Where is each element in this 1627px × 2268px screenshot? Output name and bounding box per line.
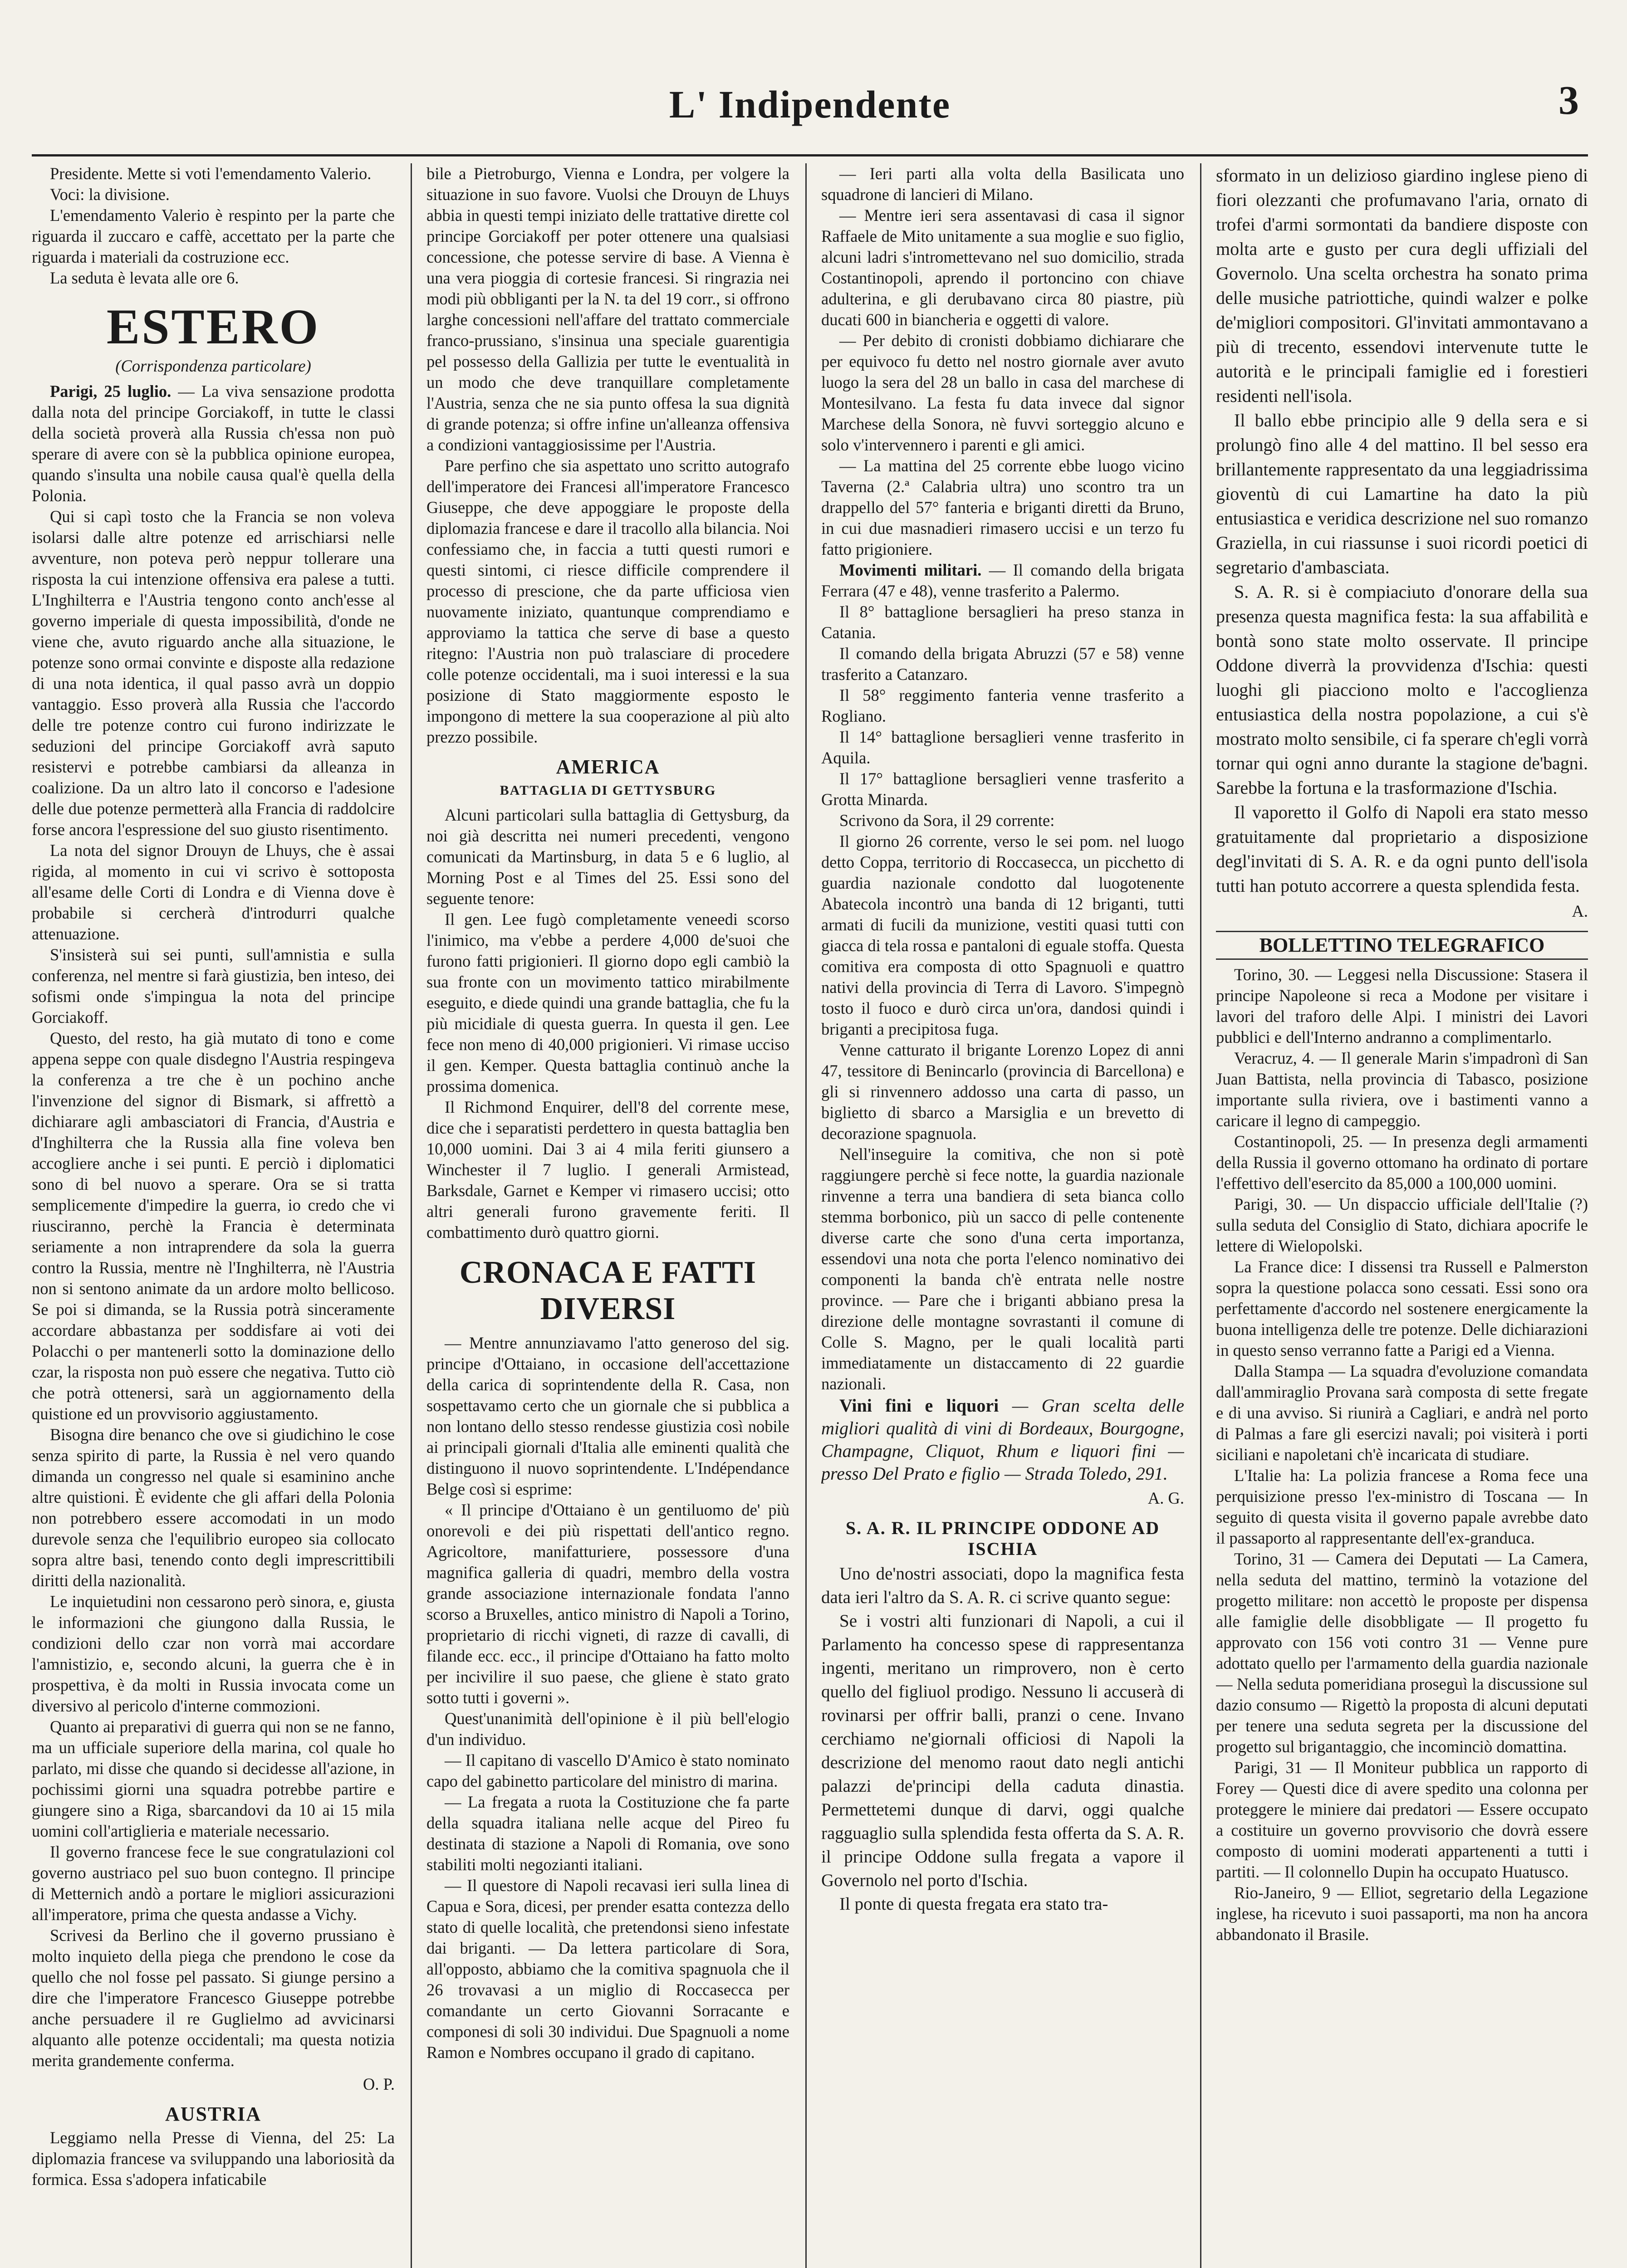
article-paragraph: — La fregata a ruota la Costituzione che fa parte della squadra italiana nelle acque del Pireo fu destinata di stazione a Napoli di Romania, ove sono stabiliti molti negozianti italiani.: [426, 1793, 789, 1874]
telegraph-item: Torino, 30. — Leggesi nella Discussione: Stasera il principe Napoleone si reca a Modone per visitare i lavori del traforo delle Alpi. I ministri dei Lavori pubblici e dell'Interno andranno a complimentarlo.: [1216, 965, 1588, 1046]
article-paragraph: Il ballo ebbe principio alle 9 della sera e si prolungò fino alle 4 del mattino. Il bel sesso era brillantemente rappresentato da una leggiadrissima gioventù di cui Lamartine ha dato la più entusiastica e veridica descrizione nel suo romanzo Graziella, in cui riassunse i suoi ricordi poetici di segretario d'ambasciata.: [1216, 410, 1588, 577]
masthead: [32, 77, 1588, 145]
column-3: [821, 163, 1184, 2268]
article-paragraph: Il 17° battaglione bersaglieri venne trasferito a Grotta Minarda.: [821, 769, 1184, 809]
section-heading-austria: AUSTRIA: [165, 2103, 262, 2125]
article-paragraph: Venne catturato il brigante Lorenzo Lopez di anni 47, tessitore di Benincarlo (provincia di Barcellona) e gli si rinvennero addosso una carta di passo, un biglietto di sbarco a Marsiglia e un brevetto di decorazione spagnuola.: [821, 1041, 1184, 1143]
telegraph-item: La France dice: I dissensi tra Russell e Palmerston sopra la questione polacca sono cessati. Essi sono ora perfettamente d'accordo nel sostenere energicamente la buona intelligenza delle tre potenze. Delle dichiarazioni in questo senso verranno fatte a Parigi ed a Vienna.: [1216, 1257, 1588, 1359]
telegraph-item: Veracruz, 4. — Il generale Marin s'impadronì di San Juan Battista, nella provincia di Tabasco, posizione importante sulla riviera, ove i bastimenti vanno a caricare il legno di campeggio.: [1216, 1049, 1588, 1130]
column-divider: [805, 163, 807, 2268]
article-paragraph: Quanto ai preparativi di guerra qui non se ne fanno, ma un ufficiale superiore della marina, col quale ho parlato, mi disse che quando si decidesse all'azione, in pochissimi giorni una squadra potrebbe partire e giungere sino a Riga, sbarcandovi da 10 ai 15 mila uomini coll'artiglieria e materiale necessario.: [32, 1717, 395, 1840]
telegraph-item: Torino, 31 — Camera dei Deputati — La Camera, nella seduta del mattino, terminò la votazione del progetto militare: non accettò le proposte per dispensa alle famiglie delle disobbligate — Il progetto fu approvato con 156 voti contro 31 — Venne pure adottato quello per l'armamento della guardia nazionale — Nella seduta pomeridiana proseguì la discussione sul dazio consumo — Rigettò la proposta di alcuni deputati per tenere una seduta segreta per la discussione del progetto sul brigantaggio, che incominciò domattina.: [1216, 1549, 1588, 1756]
section-subheading: BATTAGLIA DI GETTYSBURG: [500, 783, 716, 798]
advert-lead: Vini fini e liquori: [839, 1395, 999, 1416]
article-paragraph: Pare perfino che sia aspettato uno scritto autografo dell'imperatore dei Francesi all'imperatore Francesco Giuseppe, che deve appoggiare le proposte della diplomazia francese e dare il tracollo alla bilancia. Noi confessiamo che, in faccia a tutti questi rumori e questi sintomi, ci riesce difficile comprendere il processo di prescione, che da parte ufficiosa vien nuovamente iniziato, quantunque comprendiamo e approviamo la tattica che serve di base a questo ritegno: l'Austria non può tralasciare di procedere colle potenze occidentali, ma i suoi interessi e la sua posizione di Stato maggiormente esposto le impongono di mettere la sua cooperazione al più alto prezzo possibile.: [426, 456, 789, 746]
article-paragraph: — La mattina del 25 corrente ebbe luogo vicino Taverna (2.ª Calabria ultra) uno scontro tra un drappello del 57° fanteria e briganti diretti da Bruno, in cui due masnadieri rimasero uccisi e un terzo fu fatto prigioniere.: [821, 456, 1184, 558]
article-paragraph: Scrivono da Sora, il 29 corrente:: [839, 811, 1055, 830]
signature: O. P.: [363, 2075, 395, 2093]
article-paragraph: Il governo francese fece le sue congratulazioni col governo austriaco pel suo buon contegno. Il principe di Metternich andò a portare le migliori assicurazioni all'imperatore, prima che questa andasse a Vichy.: [32, 1843, 395, 1924]
article-paragraph: Nell'inseguire la comitiva, che non si potè raggiungere perchè si fece notte, la guardia nazionale rinvenne a terra una bandiera di seta bianca collo stemma borbonico, più un sacco di pelle contenente diverse carte che sono d'una certa importanza, essendovi una nota che porta l'elenco nominativo dei componenti la banda ch'è entrata nelle nostre province. — Pare che i briganti abbiano presa la direzione delle montagne sovrastanti il comune di Colle S. Magno, per le quali località parti immediatamente un distaccamento di 22 guardie nazionali.: [821, 1145, 1184, 1393]
article-paragraph: Bisogna dire benanco che ove si giudichino le cose senza spirito di parte, la Russia è nel vero quando dimanda un congresso nel quale si esaminino anche altre quistioni. È evidente che gli affari della Polonia non potrebbero essere accomodati in un modo durevole senza che l'equilibrio europeo sia collocato sopra altre basi, tenendo conto degli imprescrittibili diritti della nazionalità.: [32, 1425, 395, 1590]
section-heading-bollettino: BOLLETTINO TELEGRAFICO: [1216, 931, 1588, 960]
dateline: Parigi, 25 luglio.: [50, 382, 172, 401]
parliament-text: L'emendamento Valerio è respinto per la parte che riguarda il zuccaro e caffè, accettato per la parte che riguarda i materiali da costruzione ecc.: [32, 206, 395, 266]
article-paragraph: Il comando della brigata Abruzzi (57 e 58) venne trasferito a Catanzaro.: [821, 644, 1184, 684]
article-text: — Il comando della brigata Ferrara (47 e 48), venne trasferito a Palermo.: [821, 561, 1184, 600]
article-paragraph: sformato in un delizioso giardino inglese pieno di fiori olezzanti che profumavano l'aria, ornato di trofei d'armi sormontati da bandiere disposte con molta arte e gusto per cura degli uffiziali del Governolo. Una scelta orchestra ha sonato prima delle musiche patriottiche, quindi walzer e polke de'migliori compositori. Gl'invitati ammontavano a più di trecento, essendovi intervenute tutte le autorità e le principali famiglie ed i forestieri residenti nell'isola.: [1216, 165, 1588, 406]
article-paragraph: Uno de'nostri associati, dopo la magnifica festa data ieri l'altro da S. A. R. ci scrive quanto segue:: [821, 1564, 1184, 1607]
page-number: 3: [1558, 78, 1579, 123]
newspaper-page: [32, 68, 1588, 2268]
telegraph-item: L'Italie ha: La polizia francese a Roma fece una perquisizione presso l'ex-ministro di Toscana — In seguito di questa visita il governo papale avrebbe dato il passaporto al rappresentante dell'ex-granduca.: [1216, 1466, 1588, 1547]
column-divider: [1200, 163, 1201, 2268]
article-paragraph: — Il questore di Napoli recavasi ieri sulla linea di Capua e Sora, dicesi, per prender esatta contezza dello stato di quelle località, che pretendonsi sieno infestate dai briganti. — Da lettera particolare di Sora, all'opposto, abbiamo che la comitiva spagnuola che il 26 trovavasi a un miglio di Roccasecca per comandante un certo Giovanni Sorracante e componesi di soli 30 individui. Due Spagnuoli a nome Ramon e Nombres occupano il grado di capitano.: [426, 1876, 789, 2062]
advert-text: — Gran scelta delle migliori qualità di vini di Bordeaux, Bourgogne, Champagne, Cliquot, Rhum e liquori fini — presso Del Prato e figlio — Strada Toledo, 291.: [821, 1395, 1184, 1484]
telegraph-item: Costantinopoli, 25. — In presenza degli armamenti della Russia il governo ottomano ha ordinato di portare l'effettivo dell'esercito da 85,000 a 100,000 uomini.: [1216, 1132, 1588, 1193]
section-heading-estero: ESTERO: [106, 299, 320, 354]
article-paragraph: — Per debito di cronisti dobbiamo dichiarare che per equivoco fu detto nel nostro giornale aver avuto luogo la sera del 28 un ballo in casa del marchese di Montesilvano. La festa fu data invece dal signor Marchese della Sonora, nè fuvvi sorteggio alcuno e solo v'intervennero i parenti e gli amici.: [821, 331, 1184, 454]
article-paragraph: bile a Pietroburgo, Vienna e Londra, per volgere la situazione in suo favore. Vuolsi che Drouyn de Lhuys abbia in questi tempi iniziato delle trattative dirette col principe Gorciakoff per poter ottenere una qualsiasi concessione, che potesse servire di base. A Vienna è una vera pioggia di cortesie francesi. Si ringrazia nei modi più obbliganti per la N. ta del 19 corr., si offrono larghe concessioni nell'affare del trattato commerciale franco-prussiano, s'insinua una speciale guarentigia pel possesso della Gallizia per tutte le eventualità in un modo che deve tranquillare completamente l'Austria, senza che ne sia punto offesa la sua dignità di grande potenza; si offre infine un'alleanza offensiva a condizioni vantaggiosissime per l'Austria.: [426, 164, 789, 454]
telegraph-item: Rio-Janeiro, 9 — Elliot, segretario della Legazione inglese, ha ricevuto i suoi passaporti, ma non ha ancora abbandonato il Brasile.: [1216, 1883, 1588, 1944]
article-paragraph: Alcuni particolari sulla battaglia di Gettysburg, da noi già descritta nei numeri precedenti, vengono comunicati da Martinsburg, in data 5 e 6 luglio, al Morning Post e al Times del 25. Essi sono del seguente tenore:: [426, 806, 789, 908]
column-1: [32, 163, 395, 2268]
article-paragraph: Quest'unanimità dell'opinione è il più bell'elogio d'un individuo.: [426, 1709, 789, 1749]
article-paragraph: Scrivesi da Berlino che il governo prussiano è molto inquieto della piega che prendono le cose da quello che nol fosse pel passato. Si giunge persino a dire che l'imperatore Francesco Giuseppe potrebbe anche persuadere il re Guglielmo ad avvicinarsi alquanto alle potenze occidentali; ma questa notizia merita grandemente conferma.: [32, 1926, 395, 2070]
article-text: — La viva sensazione prodotta dalla nota del principe Gorciakoff, in tutte le classi della società proverà alla Russia ch'essa non può sperare di avere con sè la pubblica opinione europea, quando s'insulta una nobile causa qual'è quella della Polonia.: [32, 382, 395, 505]
article-paragraph: Leggiamo nella Presse di Vienna, del 25: La diplomazia francese va sviluppando una laboriosità da formica. Essa s'adopera infaticabile: [32, 2128, 395, 2189]
article-paragraph: Il 14° battaglione bersaglieri venne trasferito in Aquila.: [821, 728, 1184, 767]
signature: A. G.: [1147, 1489, 1184, 1507]
article-paragraph: S'insisterà sui sei punti, sull'amnistia e sulla conferenza, nel mentre si farà giustizia, ben inteso, dei sofismi onde s'impingua la nota del principe Gorciakoff.: [32, 945, 395, 1026]
column-divider: [411, 163, 412, 2268]
article-paragraph: Il vaporetto il Golfo di Napoli era stato messo gratuitamente dal proprietario a disposizione degl'invitati di S. A. R. e da ogni punto dell'isola tutti han potuto accorrere a questa splendida festa.: [1216, 802, 1588, 896]
section-subheading: (Corrispondenza particolare): [115, 357, 311, 375]
article-paragraph: — Il capitano di vascello D'Amico è stato nominato capo del gabinetto particolare del ministro di marina.: [426, 1751, 789, 1790]
section-heading-ischia: S. A. R. IL PRINCIPE ODDONE AD ISCHIA: [845, 1518, 1160, 1559]
columns: [32, 163, 1588, 2268]
article-paragraph: La nota del signor Drouyn de Lhuys, che è assai rigida, al momento in cui vi scrivo è sottoposta all'esame delle Corti di Londra e di Vienna dove è probabile si cercherà d'introdurri qualche attenuazione.: [32, 841, 395, 943]
telegraph-item: Parigi, 30. — Un dispaccio ufficiale dell'Italie (?) sulla seduta del Consiglio di Stato, dichiara apocrife le lettere di Wielopolski.: [1216, 1195, 1588, 1255]
article-paragraph: Il ponte di questa fregata era stato tra-: [839, 1894, 1108, 1914]
article-paragraph: — Mentre annunziavamo l'atto generoso del sig. principe d'Ottaiano, in occasione dell'accettazione della carica di soprintendente della R. Casa, non sospettavamo certo che un giornale che si pubblica a non lontano dello stesso rendesse giustizia così nobile ai principali giornali d'Italia alle eminenti qualità che distinguono il nuovo soprintendente. L'Indépendance Belge così si esprime:: [426, 1334, 789, 1498]
article-paragraph: Il gen. Lee fugò completamente veneedi scorso l'inimico, ma v'ebbe a perdere 4,000 de'suoi che furono fatti prigionieri. Il giorno dopo egli cambiò la sua fronte con un movimento tattico mirabilmente eseguito, e diede quindi una grande battaglia, che fu la più micidiale di questa guerra. In questa il gen. Lee fece non meno di 40,000 prigionieri. Vi rimase ucciso il gen. Kemper. Questa battaglia continuò anche la prossima domenica.: [426, 910, 789, 1095]
article-paragraph: Il 58° reggimento fanteria venne trasferito a Rogliano.: [821, 686, 1184, 725]
column-2: [426, 163, 789, 2268]
column-4: [1216, 163, 1588, 2268]
telegraph-item: Dalla Stampa — La squadra d'evoluzione comandata dall'ammiraglio Provana sarà composta di sette fregate e di una avviso. Si riunirà a Cagliari, e andrà nel porto di Palmas a fare gli esercizi navali; poi visiterà i porti siciliani e napoletani ch'è incaricata di studiare.: [1216, 1362, 1588, 1464]
article-paragraph: — Ieri parti alla volta della Basilicata uno squadrone di lancieri di Milano.: [821, 164, 1184, 204]
newspaper-title: L' Indipendente: [669, 83, 951, 126]
article-paragraph: Se i vostri alti funzionari di Napoli, a cui il Parlamento ha concesso spese di rappresentanza ingenti, meritano un rimprovero, non è certo quello del figliuol prodigo. Nessuno li accuserà di rovinarsi per offrir balli, pranzi o cene. Invano cerchiamo ne'giornali officiosi di Napoli la descrizione del menomo raout dato negli antichi palazzi de'principi della caduta dinastia. Permettetemi dunque di darvi, oggi qualche ragguaglio sulla splendida festa offerta da S. A. R. il principe Oddone sulla fregata a vapore il Governolo nel porto d'Ischia.: [821, 1611, 1184, 1890]
article-paragraph: Il Richmond Enquirer, dell'8 del corrente mese, dice che i separatisti perdettero in questa battaglia ben 10,000 uomini. Dai 3 ai 4 mila feriti giunsero a Winchester il 7 luglio. I generali Armistead, Barksdale, Garnet e Kemper vi rimasero uccisi; otto altri generali furono gravemente feriti. Il combattimento durò quattro giorni.: [426, 1098, 789, 1242]
article-paragraph: « Il principe d'Ottaiano è un gentiluomo de' più onorevoli e dei più rispettati dell'antico regno. Agricoltore, manifatturiere, possessore d'una magnifica galleria di quadri, membro della vostra grande associazione internazionale fondata l'anno scorso a Bruxelles, antico ministro di Napoli a Torino, proprietario di ricchi vigneti, di razze di cavalli, di filande ecc. ecc., il principe d'Ottaiano ha fatto molto per incivilire il suo paese, che gliene è stato grato sotto tutti i governi ».: [426, 1501, 789, 1707]
article-paragraph: Il giorno 26 corrente, verso le sei pom. nel luogo detto Coppa, territorio di Roccasecca, un picchetto di guardia nazionale condotto dal luogotenente Abatecola incontrò una banda di 12 briganti, tutti armati di fucili da munizione, vestiti quasi tutti con giacca di tela rossa e pantaloni di eguale stoffa. Questa comitiva era composta di otto Spagnuoli e quattro nativi della provincia di Terra di Lavoro. S'impegnò tosto il fuoco e durò circa un'ora, dandosi quindi i briganti a precipitosa fuga.: [821, 832, 1184, 1038]
parliament-text: Voci: la divisione.: [50, 185, 170, 204]
section-heading-america: AMERICA: [556, 756, 660, 778]
section-heading-cronaca: CRONACA E FATTI DIVERSI: [459, 1255, 757, 1326]
telegraph-item: Parigi, 31 — Il Moniteur pubblica un rapporto di Forey — Questi dice di avere spedito una colonna per proteggere le miniere dai predatori — Essere occupato a costituire un governo provvisorio che dovrà essere composto di uomini moderati appartenenti a tutti i partiti. — Il colonnello Dupin ha occupato Huatusco.: [1216, 1758, 1588, 1881]
parliament-text: Presidente. Mette si voti l'emendamento Valerio.: [50, 164, 372, 183]
article-paragraph: S. A. R. si è compiaciuto d'onorare della sua presenza questa magnifica festa: la sua affabilità e bontà sono state molto osservate. Il principe Oddone diverrà la provvidenza d'Ischia: questi luoghi gli piacciono molto e l'accoglienza entusiastica della nostra popolazione, a cui s'è mostrato molto sensibile, ci fa sperare ch'egli vorrà tornar qui ogni anno durante la stagione de'bagni. Sarebbe la fortuna e la trasformazione d'Ischia.: [1216, 582, 1588, 798]
article-paragraph: Le inquietudini non cessarono però sinora, e, giusta le informazioni che giungono dalla Russia, le condizioni dello czar non vorrà mai accordare l'amnistizio, e, secondo alcuni, la guerra che è in prospettiva, è da molti in Russia invocata come un diversivo al pericolo d'interne commozioni.: [32, 1592, 395, 1715]
article-paragraph: — Mentre ieri sera assentavasi di casa il signor Raffaele de Mito unitamente a sua moglie e suo figlio, alcuni ladri s'intromettevano nel suo domicilio, strada Costantinopoli, aprendo il portoncino con chiave adulterina, e gli derubavano circa 80 piastre, più ducati 600 in biancheria e oggetti di valore.: [821, 206, 1184, 329]
article-paragraph: Il 8° battaglione bersaglieri ha preso stanza in Catania.: [821, 602, 1184, 642]
article-paragraph: Qui si capì tosto che la Francia se non voleva isolarsi dalle altre potenze ed arrischiarsi nelle avventure, non poteva però neppur tollerare una risposta la cui intenzione offensiva era palese a tutti. L'Inghilterra e l'Austria tengono conto anch'esse al governo imperiale di questa impossibilità, d'onde ne viene che, avuto riguardo anche alla situazione, le potenze sono ormai convinte e disposte alla redazione di una nota identica, il qual passo avrà un doppio vantaggio. Esso proverà alla Russia che l'accordo delle tre potenze contro cui furono indirizzate le seduzioni del principe Gorciakoff avrà saputo resistervi e potrebbe cambiarsi da alleanza in coalizione. Da un altro lato il concorso e l'adesione delle due potenze permetterà alla Francia di raddolcire forse ancora l'espressione del suo giusto risentimento.: [32, 507, 395, 839]
parliament-text: La seduta è levata alle ore 6.: [50, 269, 239, 287]
masthead-rule: [32, 154, 1588, 156]
signature: A.: [1572, 902, 1588, 920]
article-paragraph: Questo, del resto, ha già mutato di tono e come appena seppe con quale disdegno l'Austria respingeva la conferenza a tre che è un pochino anche l'invenzione del signor di Bismark, si affrettò a dichiarare agli ambasciatori di Francia, d'Austria e d'Inghilterra che la Russia alla fine voleva ben accogliere anche i sei punti. E perciò i diplomatici sono di bel nuovo a sperare. Ora se si tratta semplicemente d'impedire la guerra, io credo che vi riusciranno, perchè la Francia è determinata seriamente a non intraprendere da sola la guerra contro la Russia, mentre nè l'Inghilterra, nè l'Austria non si sentono animate da un ardore molto bellicoso. Se poi si dimanda, se la Russia potrà sinceramente accordare abbastanza per soddisfare ai voti dei Polacchi o per mantenerli sotto la dominazione dello czar, la risposta non può essere che negativa. Tutto ciò che potrà ottenersi, sarà un aggiornamento della quistione ed un provvisorio aggiustamento.: [32, 1029, 395, 1423]
news-lead: Movimenti militari.: [839, 561, 982, 579]
